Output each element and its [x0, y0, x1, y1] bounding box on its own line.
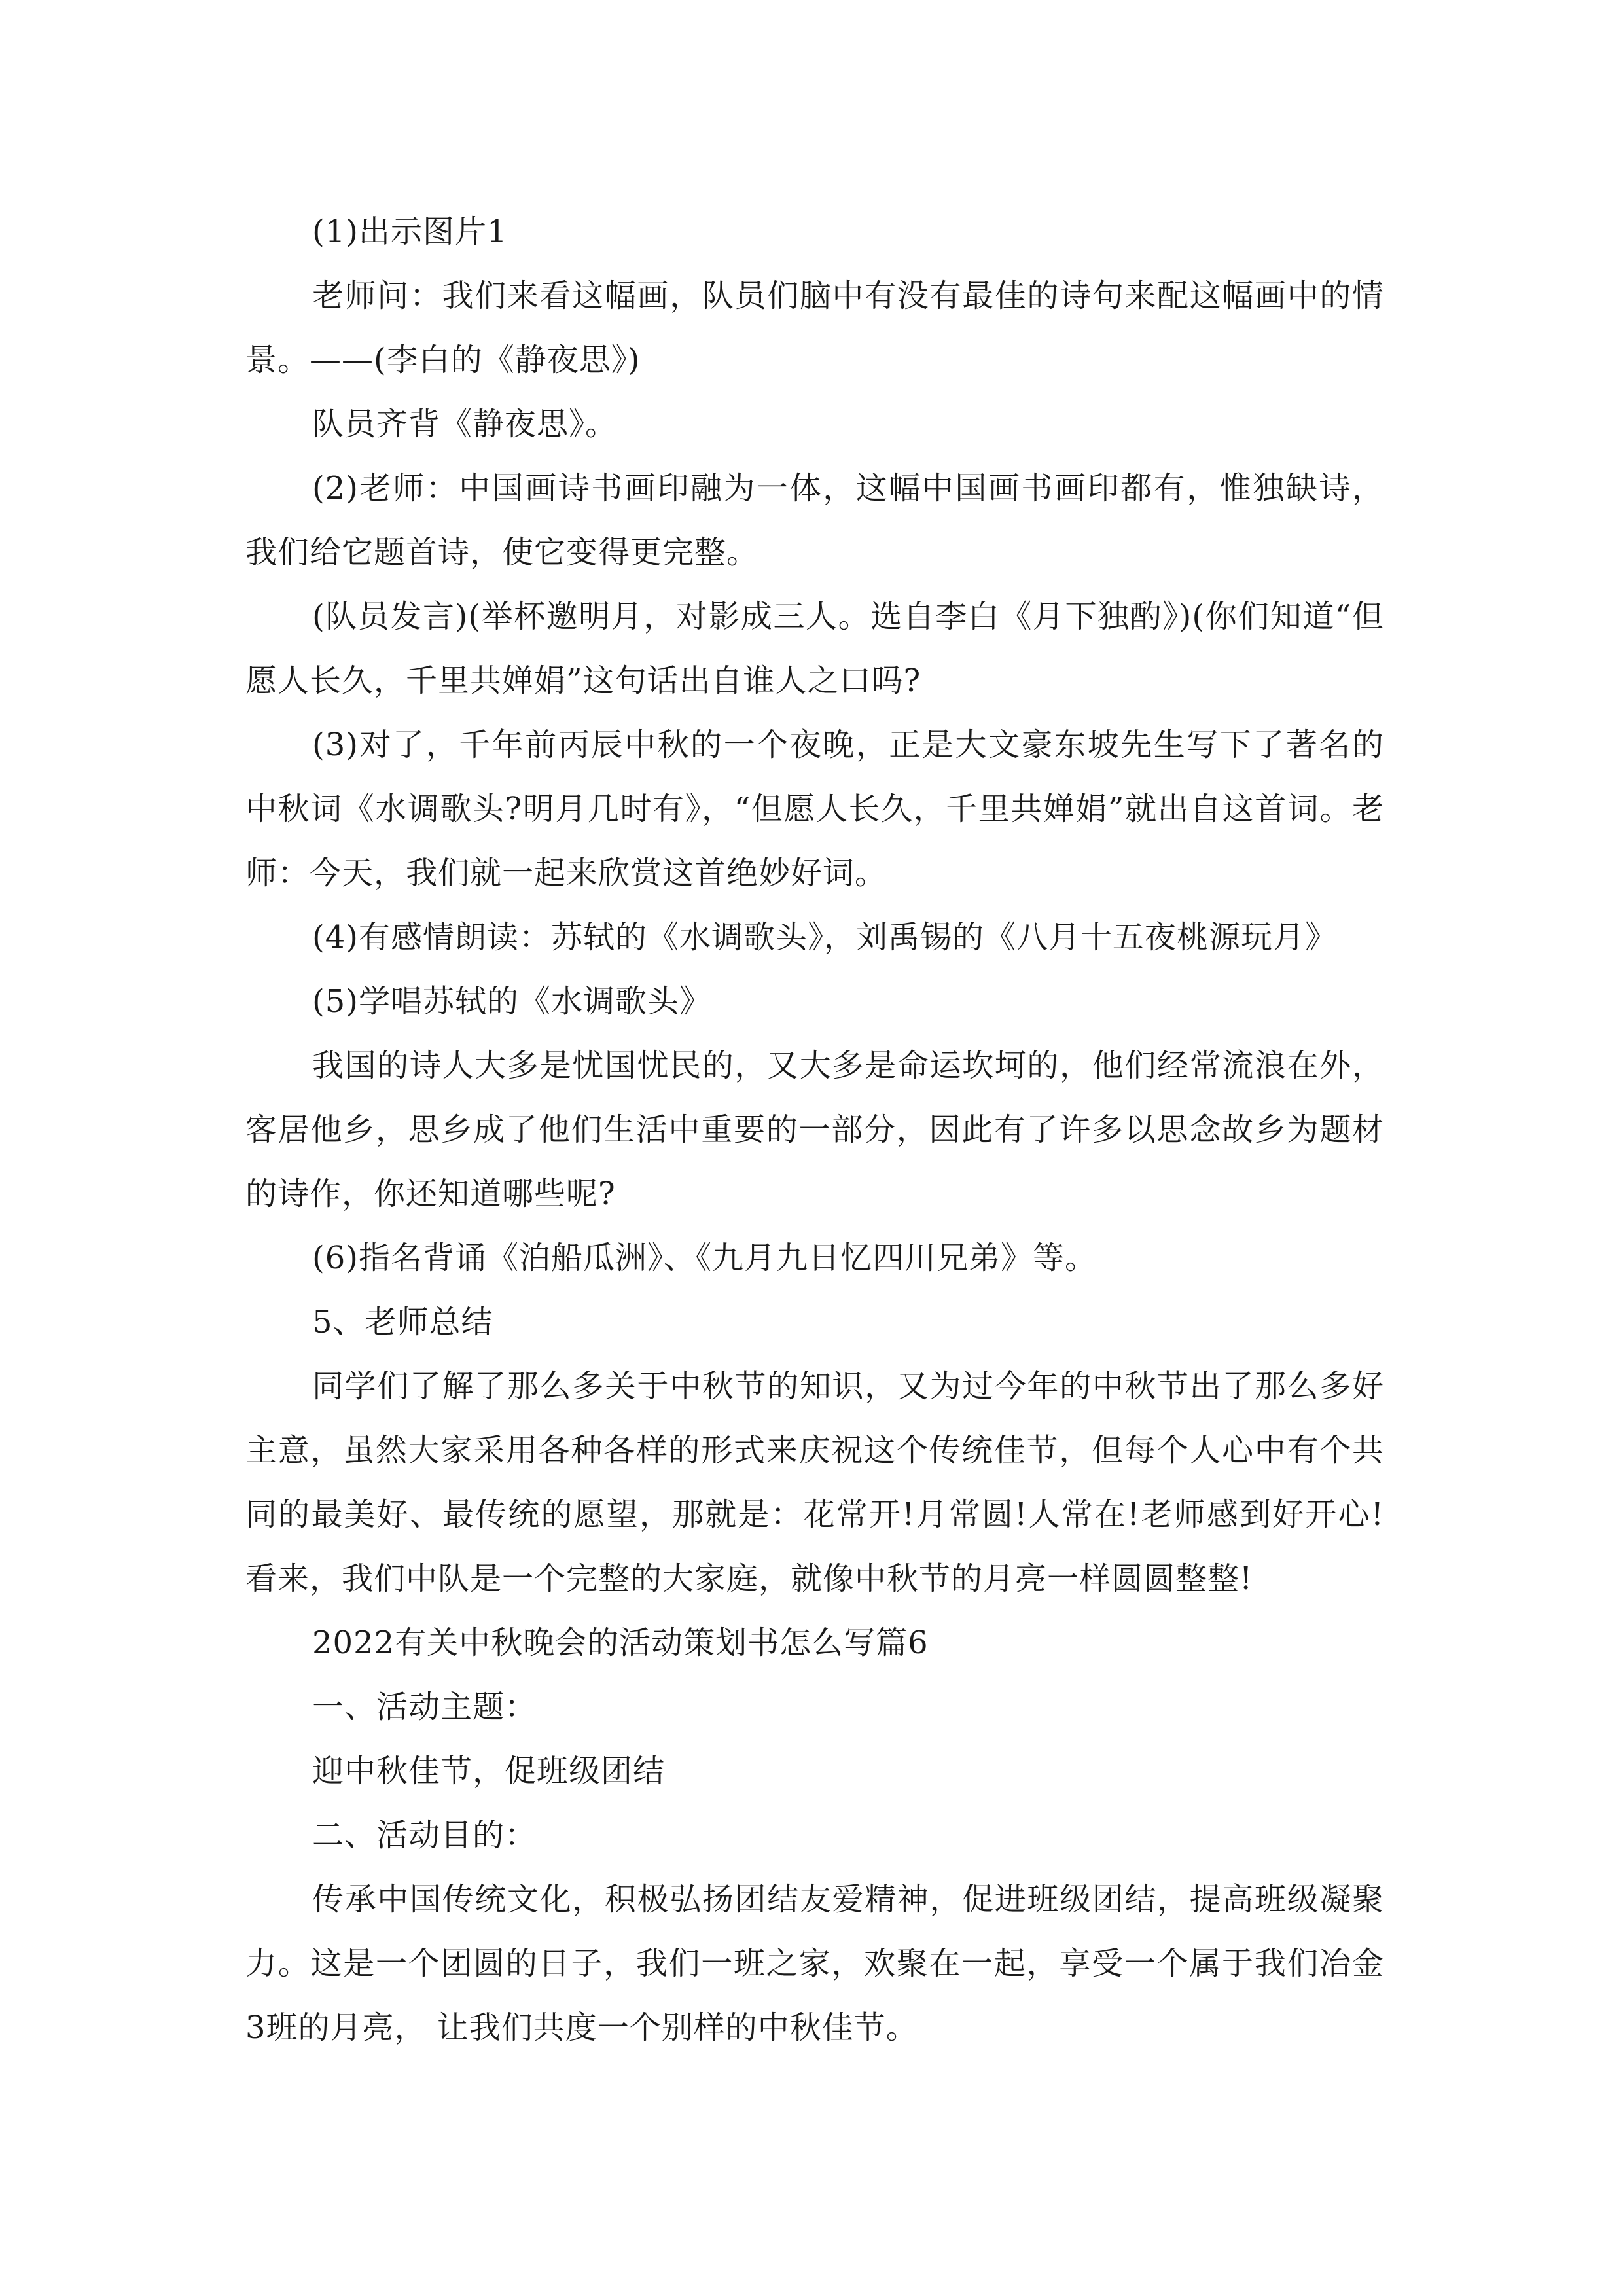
paragraph-shuidiaogetou-intro: (3)对了，千年前丙辰中秋的一个夜晚，正是大文豪东坡先生写下了著名的中秋词《水调歌头?明月几时有》，“但愿人长久，千里共婵娟”就出自这首词。老师：今天，我们就一起来欣赏这首绝妙好词。	[245, 726, 1384, 891]
paragraph-member-speech: (队员发言)(举杯邀明月，对影成三人。选自李白《月下独酌》)(你们知道“但愿人长久，千里共婵娟”这句话出自谁人之口吗?	[245, 598, 1384, 699]
paragraph-teacher-question: 老师问：我们来看这幅画，队员们脑中有没有最佳的诗句来配这幅画中的情景。——(李白的《静夜思》)	[245, 278, 1384, 378]
section-title-plan-6: 2022有关中秋晚会的活动策划书怎么写篇6	[312, 1624, 929, 1661]
paragraph-poets-homesick: 我国的诗人大多是忧国忧民的，又大多是命运坎坷的，他们经常流浪在外，客居他乡，思乡成了他们生活中重要的一部分，因此有了许多以思念故乡为题材的诗作，你还知道哪些呢?	[245, 1047, 1384, 1212]
paragraph-recite-jingyesi: 队员齐背《静夜思》。	[312, 406, 618, 442]
section-heading-teacher-summary: 5、老师总结	[312, 1304, 493, 1340]
paragraph-sing-shuidiaogetou: (5)学唱苏轼的《水调歌头》	[312, 983, 711, 1020]
paragraph-theme: 迎中秋佳节，促班级团结	[312, 1753, 666, 1789]
paragraph-purpose: 传承中国传统文化，积极弘扬团结友爱精神，促进班级团结，提高班级凝聚力。这是一个团圆的日子，我们一班之家，欢聚在一起，享受一个属于我们冶金3班的月亮， 让我们共度一个别样的中秋佳节。	[245, 1881, 1384, 2046]
section-heading-purpose: 二、活动目的：	[312, 1817, 537, 1854]
paragraph-emotional-reading: (4)有感情朗读：苏轼的《水调歌头》，刘禹锡的《八月十五夜桃源玩月》	[312, 919, 1337, 956]
paragraph-recite-poems: (6)指名背诵《泊船瓜洲》、《九月九日忆四川兄弟》等。	[312, 1240, 1097, 1276]
section-heading-theme: 一、活动主题：	[312, 1689, 537, 1725]
paragraph-show-picture: (1)出示图片1	[312, 213, 508, 250]
document-body	[245, 200, 1384, 2060]
paragraph-poem-painting: (2)老师：中国画诗书画印融为一体，这幅中国画书画印都有，惟独缺诗，我们给它题首诗，使它变得更完整。	[245, 470, 1384, 571]
paragraph-summary: 同学们了解了那么多关于中秋节的知识，又为过今年的中秋节出了那么多好主意，虽然大家采用各种各样的形式来庆祝这个传统佳节，但每个人心中有个共同的最美好、最传统的愿望，那就是：花常开!月常圆!人常在!老师感到好开心!看来，我们中队是一个完整的大家庭，就像中秋节的月亮一样圆圆整整!	[245, 1368, 1384, 1597]
